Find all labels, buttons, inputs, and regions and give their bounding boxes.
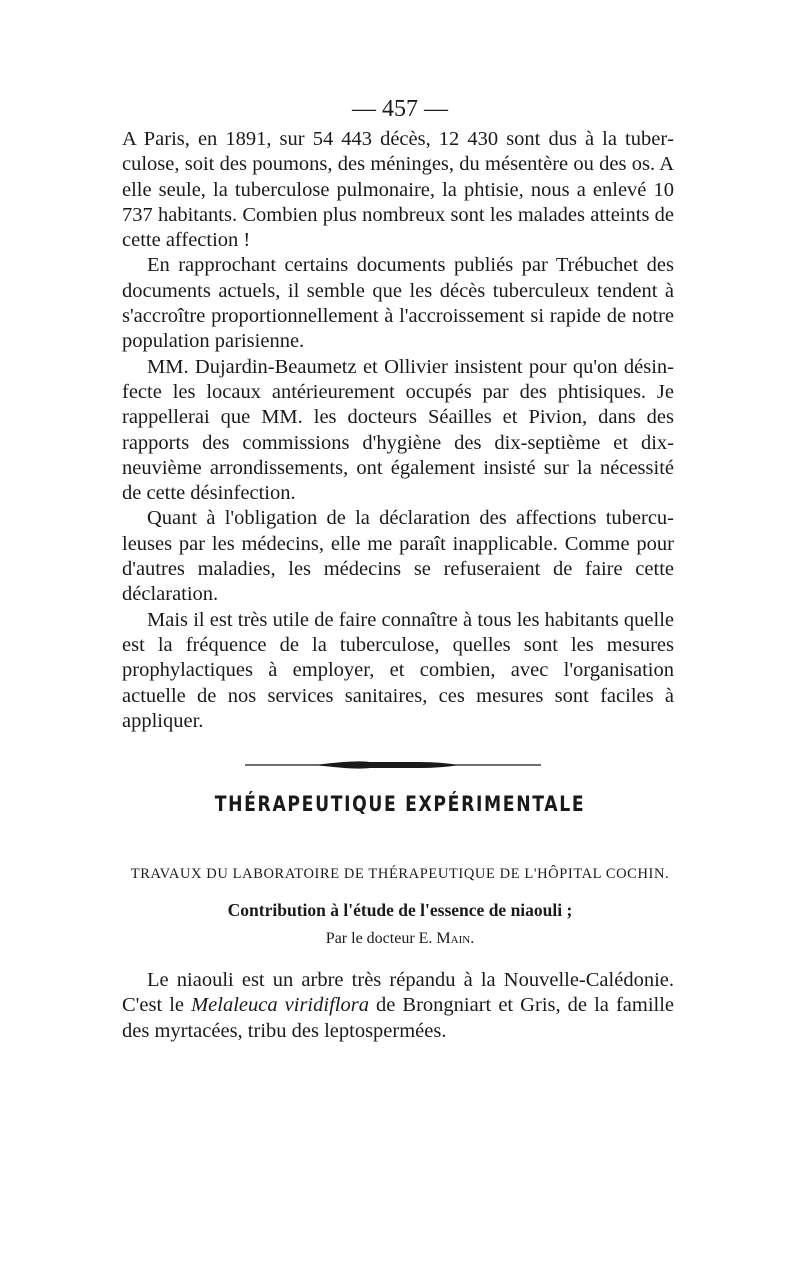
author-name: Main. <box>436 930 475 947</box>
laboratory-heading: TRAVAUX DU LABORATOIRE DE THÉRAPEUTIQUE DE L'HÔPITAL COCHIN. <box>130 866 670 882</box>
section-title: THÉRAPEUTIQUE EXPÉRIMENTALE <box>214 792 586 816</box>
author-byline <box>0 930 800 948</box>
paragraph-niaouli <box>122 968 674 1044</box>
niaouli-text-block <box>122 968 674 1044</box>
niaouli-text-part2: de Brongniart et Gris, de la famille des myrtacées, tribu des leptospermées. <box>122 994 675 1042</box>
paragraph-disinfection: MM. Dujardin-Beaumetz et Ollivier insistent pour qu'on désinfecte les locaux antérieurement occupés par des phtisiques. Je rappellerai que MM. les docteurs Séailles et Pivion, dans des rapports des commissions d'hygiène des dix-septième et dixneuvième arrondissements, ont également insisté sur la nécessité de cette désinfection. <box>122 355 674 505</box>
page-number: — 457 — <box>352 96 448 122</box>
niaouli-text-part1: Le niaouli est un arbre très répandu à la Nouvelle-Calédonie. C'est le <box>122 969 674 1017</box>
species-name: Melaleuca viridiflora <box>191 994 369 1017</box>
paragraph-declaration: Quant à l'obligation de la déclaration des affections tuberculeuses par les médecins, elle me paraît inapplicable. Comme pour d'autres maladies, les médecins se refuseraient de faire cette déclaration. <box>122 507 674 606</box>
paragraph-paris-statistics: A Paris, en 1891, sur 54 443 décès, 12 430 sont dus à la tuberculose, soit des poumons, des méninges, du mésentère ou des os. A elle seule, la tuberculose pulmonaire, la phtisie, nous a enlevé 10 737 habitants. Combien plus nombreux sont les malades atteints de cette affection ! <box>122 128 674 252</box>
paragraph-prophylaxis: Mais il est très utile de faire connaître à tous les habitants quelle est la fréquence de la tuberculose, quelles sont les mesures prophylactiques à employer, et combien, avec l'organisation actuelle de nos services sanitaires, ces mesures sont faciles à appliquer. <box>122 608 674 732</box>
intro-text-block <box>122 127 674 734</box>
section-divider-ornament <box>245 757 541 771</box>
article-title: Contribution à l'étude de l'essence de niaouli ; <box>227 900 573 920</box>
paragraph-trebuchet-documents: En rapprochant certains documents publiés par Trébuchet des documents actuels, il semble que les décès tuberculeux tendent à s'accroître proportionnellement à l'accroissement si rapide de notre population parisienne. <box>122 254 674 353</box>
byline-prefix: Par le docteur E. <box>325 930 437 947</box>
